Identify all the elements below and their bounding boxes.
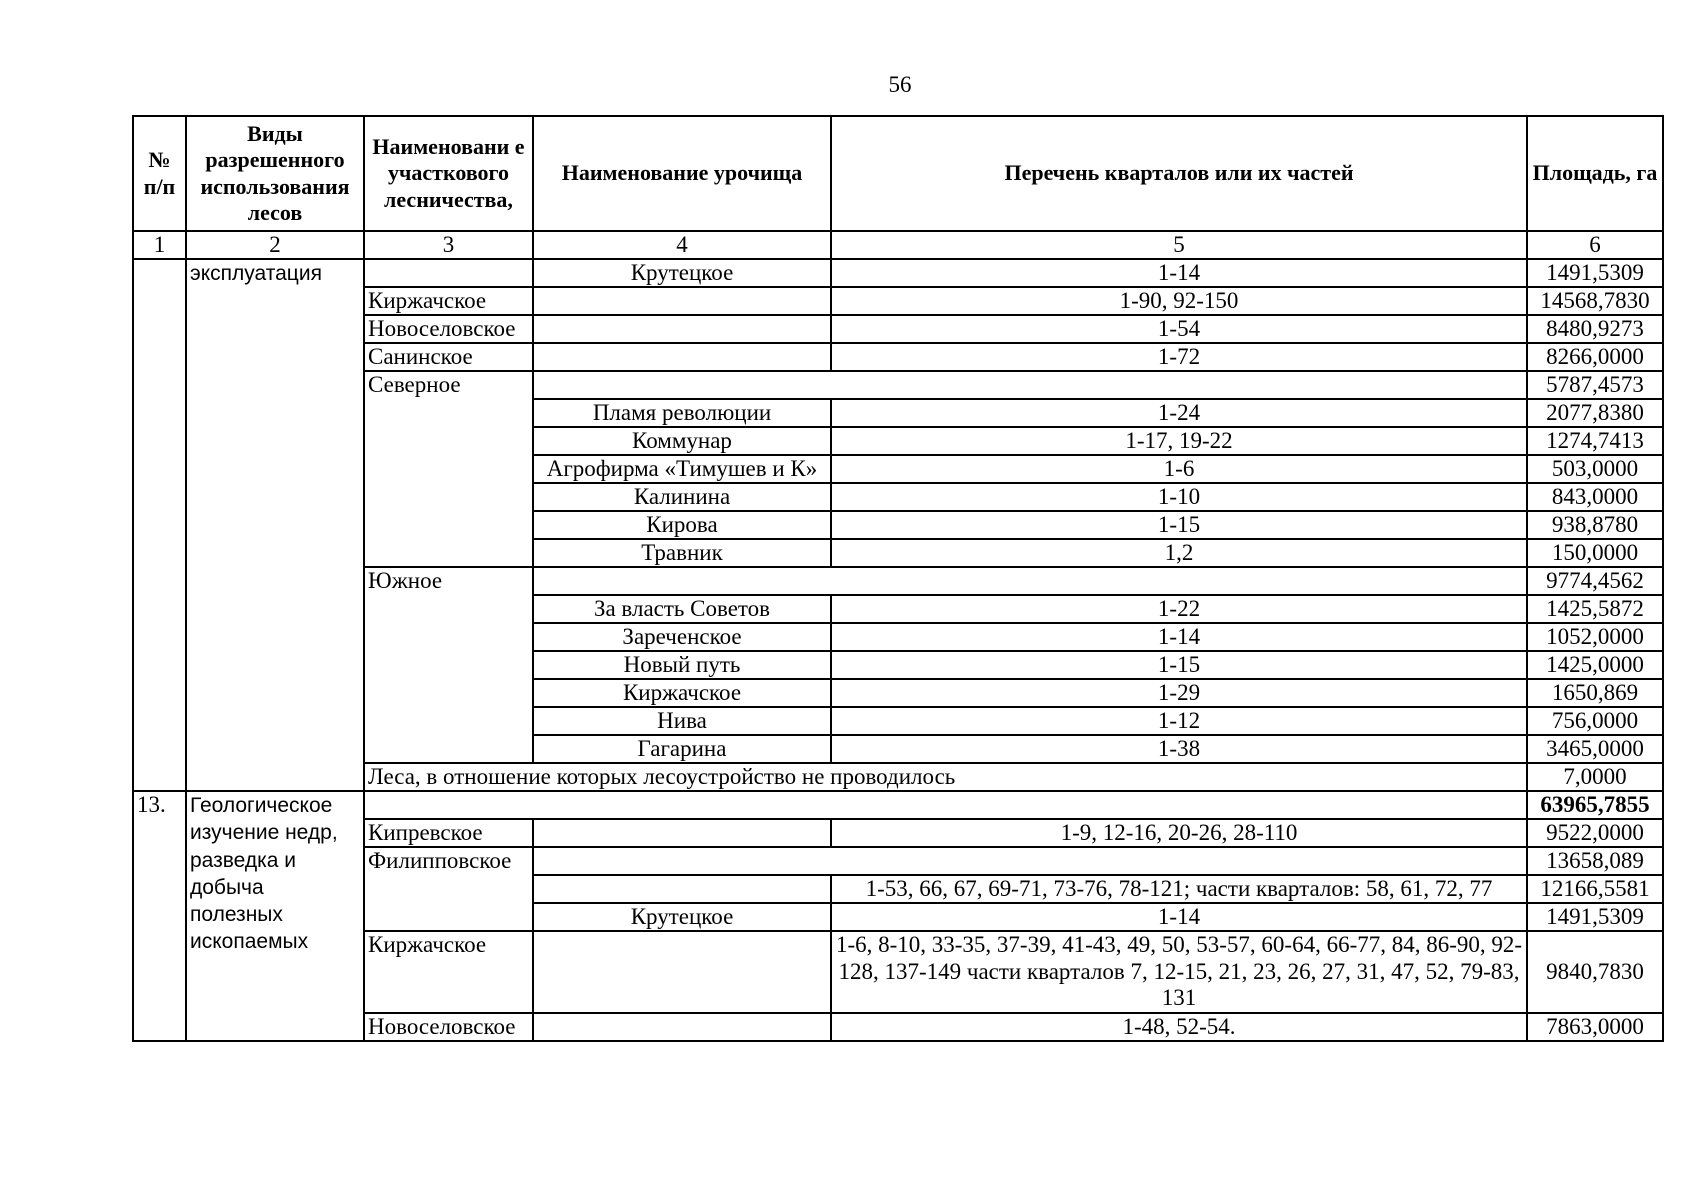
- area-cell: 3465,0000: [1527, 735, 1663, 763]
- quarters-cell: 1-10: [831, 483, 1527, 511]
- use-type-cell: эксплуатация: [186, 259, 364, 791]
- table-row: [133, 791, 1663, 819]
- tract-cell: Агрофирма «Тимушев и К»: [533, 455, 831, 483]
- forestry-cell: Филипповское: [364, 847, 533, 931]
- header-number: № п/п: [133, 116, 186, 231]
- forestry-cell: Кипревское: [364, 819, 533, 847]
- table-row: [133, 259, 1663, 287]
- quarters-cell: 1-17, 19-22: [831, 427, 1527, 455]
- area-total-cell: 5787,4573: [1527, 371, 1663, 399]
- tract-cell: Крутецкое: [533, 903, 831, 931]
- forestry-cell: Киржачское: [364, 931, 533, 1013]
- tract-cell: Кирова: [533, 511, 831, 539]
- area-cell: 9522,0000: [1527, 819, 1663, 847]
- header-use-type: Виды разрешенного использования лесов: [186, 116, 364, 231]
- area-cell: 938,8780: [1527, 511, 1663, 539]
- column-number: 1: [133, 231, 186, 259]
- quarters-cell: 1-6: [831, 455, 1527, 483]
- area-cell: 12166,5581: [1527, 875, 1663, 903]
- tract-cell: [533, 343, 831, 371]
- tract-cell: Травник: [533, 539, 831, 567]
- quarters-cell: 1-15: [831, 651, 1527, 679]
- quarters-cell: 1-14: [831, 623, 1527, 651]
- quarters-cell: 1-29: [831, 679, 1527, 707]
- tract-cell: [533, 1013, 831, 1041]
- forestry-cell: Северное: [364, 371, 533, 567]
- quarters-cell: 1-48, 52-54.: [831, 1013, 1527, 1041]
- use-type-cell: Геологическое изучение недр, разведка и добыча полезных ископаемых: [186, 791, 364, 1041]
- area-cell: 9840,7830: [1527, 931, 1663, 1013]
- tract-cell: Калинина: [533, 483, 831, 511]
- quarters-cell: 1-14: [831, 259, 1527, 287]
- empty-cell: [533, 567, 1527, 595]
- column-number: 3: [364, 231, 533, 259]
- forest-use-table: [132, 115, 1664, 1042]
- area-cell: 1425,5872: [1527, 595, 1663, 623]
- quarters-cell: 1-9, 12-16, 20-26, 28-110: [831, 819, 1527, 847]
- tract-cell: [533, 819, 831, 847]
- quarters-cell: 1-72: [831, 343, 1527, 371]
- quarters-cell: 1-15: [831, 511, 1527, 539]
- empty-cell: [364, 791, 1527, 819]
- header-area: Площадь, га: [1527, 116, 1663, 231]
- quarters-cell: 1-14: [831, 903, 1527, 931]
- forestry-cell: [364, 259, 533, 287]
- quarters-cell: 1-38: [831, 735, 1527, 763]
- area-cell: 1491,5309: [1527, 903, 1663, 931]
- unmanaged-forests-label: Леса, в отношение которых лесоустройство не проводилось: [364, 763, 1527, 791]
- quarters-cell: 1-54: [831, 315, 1527, 343]
- area-cell: 503,0000: [1527, 455, 1663, 483]
- area-cell: 8266,0000: [1527, 343, 1663, 371]
- quarters-cell: 1-90, 92-150: [831, 287, 1527, 315]
- tract-cell: Пламя революции: [533, 399, 831, 427]
- area-cell: 7,0000: [1527, 763, 1663, 791]
- section-total-area: 63965,7855: [1527, 791, 1663, 819]
- area-cell: 1052,0000: [1527, 623, 1663, 651]
- row-number-cell: [133, 259, 186, 791]
- tract-cell: Крутецкое: [533, 259, 831, 287]
- tract-cell: Коммунар: [533, 427, 831, 455]
- quarters-cell: 1-6, 8-10, 33-35, 37-39, 41-43, 49, 50, 53-57, 60-64, 66-77, 84, 86-90, 92-128, 137-149 части кварталов 7, 12-15, 21, 23, 26, 27, 31, 47, 52, 79-83, 131: [831, 931, 1527, 1013]
- quarters-cell: 1,2: [831, 539, 1527, 567]
- area-cell: 1650,869: [1527, 679, 1663, 707]
- header-tract: Наименование урочища: [533, 116, 831, 231]
- quarters-cell: 1-22: [831, 595, 1527, 623]
- area-cell: 843,0000: [1527, 483, 1663, 511]
- tract-cell: Зареченское: [533, 623, 831, 651]
- quarters-cell: 1-53, 66, 67, 69-71, 73-76, 78-121; части кварталов: 58, 61, 72, 77: [831, 875, 1527, 903]
- tract-cell: [533, 931, 831, 1013]
- column-number: 6: [1527, 231, 1663, 259]
- column-number: 2: [186, 231, 364, 259]
- column-number: 5: [831, 231, 1527, 259]
- tract-cell: Гагарина: [533, 735, 831, 763]
- tract-cell: [533, 287, 831, 315]
- forestry-cell: Южное: [364, 567, 533, 763]
- forestry-cell: Новоселовское: [364, 315, 533, 343]
- row-number-cell: 13.: [133, 791, 186, 1041]
- area-cell: 1491,5309: [1527, 259, 1663, 287]
- quarters-cell: 1-24: [831, 399, 1527, 427]
- header-quarters: Перечень кварталов или их частей: [831, 116, 1527, 231]
- tract-cell: [533, 875, 831, 903]
- tract-cell: Киржачское: [533, 679, 831, 707]
- column-number-row: [133, 231, 1663, 259]
- forestry-cell: Санинское: [364, 343, 533, 371]
- tract-cell: Новый путь: [533, 651, 831, 679]
- area-cell: 1274,7413: [1527, 427, 1663, 455]
- empty-cell: [533, 847, 1527, 875]
- header-forestry: Наименовани е участкового лесничества,: [364, 116, 533, 231]
- area-cell: 7863,0000: [1527, 1013, 1663, 1041]
- area-total-cell: 13658,089: [1527, 847, 1663, 875]
- area-cell: 2077,8380: [1527, 399, 1663, 427]
- area-cell: 756,0000: [1527, 707, 1663, 735]
- area-cell: 1425,0000: [1527, 651, 1663, 679]
- forestry-cell: Киржачское: [364, 287, 533, 315]
- tract-cell: [533, 315, 831, 343]
- tract-cell: Нива: [533, 707, 831, 735]
- area-cell: 150,0000: [1527, 539, 1663, 567]
- empty-cell: [533, 371, 1527, 399]
- column-number: 4: [533, 231, 831, 259]
- area-cell: 14568,7830: [1527, 287, 1663, 315]
- forestry-cell: Новоселовское: [364, 1013, 533, 1041]
- tract-cell: За власть Советов: [533, 595, 831, 623]
- area-total-cell: 9774,4562: [1527, 567, 1663, 595]
- page-number: 56: [888, 72, 912, 97]
- area-cell: 8480,9273: [1527, 315, 1663, 343]
- table-header-row: [133, 116, 1663, 231]
- quarters-cell: 1-12: [831, 707, 1527, 735]
